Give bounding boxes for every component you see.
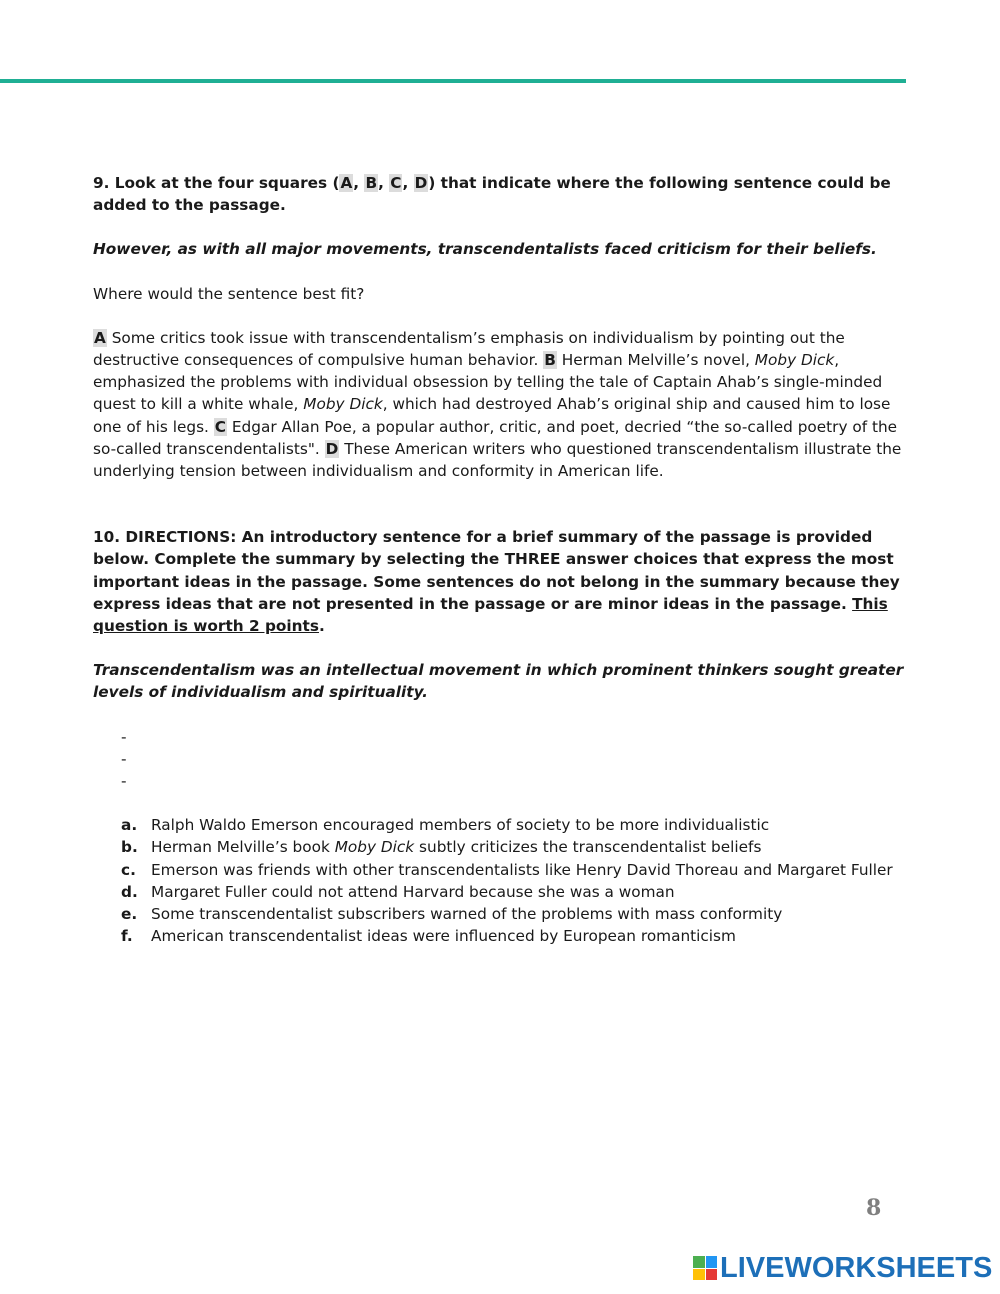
question-9-heading: 9. Look at the four squares (A, B, C, D) that indicate where the following sentence could be added to the passage. (93, 174, 891, 215)
choice-f[interactable]: f. American transcendentalist ideas were influenced by European romanticism (121, 927, 736, 946)
choice-b[interactable]: b. Herman Melville’s book Moby Dick subtly criticizes the transcendentalist beliefs (121, 838, 762, 857)
answer-choices (121, 814, 908, 947)
summary-answer-slots (121, 726, 908, 793)
worth-points-note: This question is worth 2 points (93, 594, 888, 636)
answer-slot-2[interactable]: - (121, 749, 127, 768)
insert-square-c[interactable]: C (214, 417, 227, 436)
choice-d[interactable]: d. Margaret Fuller could not attend Harvard because she was a woman (121, 882, 675, 901)
square-b-label: B (365, 174, 378, 192)
question-10-directions: 10. DIRECTIONS: An introductory sentence for a brief summary of the passage is provided below. Complete the summary by selecting the THREE answer choices that express the most important ideas in the passage. Some sentences do not belong in the summary because they express ideas that are not presented in the passage or are minor ideas in the passage. This question is worth 2 points. (93, 528, 900, 636)
insert-sentence: However, as with all major movements, transcendentalists faced criticism for their beliefs. (93, 240, 877, 259)
logo-cubes-icon (693, 1256, 717, 1280)
liveworksheets-logo[interactable] (693, 1252, 992, 1284)
square-a-label: A (340, 174, 353, 192)
summary-intro-sentence: Transcendentalism was an intellectual movement in which prominent thinkers sought greater levels of individualism and spirituality. (93, 661, 904, 702)
square-d-label: D (414, 174, 428, 192)
worksheet-content (93, 172, 908, 947)
square-c-label: C (390, 174, 402, 192)
choice-a[interactable]: a. Ralph Waldo Emerson encouraged members of society to be more individualistic (121, 816, 770, 835)
insert-square-b[interactable]: B (544, 351, 556, 370)
insert-square-a[interactable]: A (94, 328, 106, 347)
logo-text: LIVEWORKSHEETS (720, 1252, 993, 1284)
question-9-prompt: Where would the sentence best fit? (93, 284, 365, 303)
logo-cube-l (693, 1256, 705, 1268)
header-rule (0, 79, 906, 83)
passage: A Some critics took issue with transcendentalism’s emphasis on individualism by pointing out the destructive consequences of compulsive human behavior. B Herman Melville’s novel, Moby Dick, emphasized the problems with individual obsession by telling the tale of Captain Ahab’s single-minded quest to kill a white whale, Moby Dick, which had destroyed Ahab’s original ship and caused him to lose one of his legs. C Edgar Allan Poe, a popular author, critic, and poet, decried “the so-called poetry of the so-called transcendentalists". D These American writers who questioned transcendentalism illustrate the underlying tension between individualism and conformity in American life. (93, 328, 902, 481)
answer-slot-3[interactable]: - (121, 772, 127, 791)
insert-square-d[interactable]: D (325, 439, 339, 458)
answer-slot-1[interactable]: - (121, 727, 127, 746)
choice-c[interactable]: c. Emerson was friends with other transcendentalists like Henry David Thoreau and Margaret Fuller (121, 860, 893, 879)
page-number: 8 (866, 1195, 882, 1221)
logo-cube-i (706, 1256, 718, 1268)
logo-cube-v (693, 1269, 705, 1281)
choice-e[interactable]: e. Some transcendentalist subscribers warned of the problems with mass conformity (121, 905, 783, 924)
logo-cube-e (706, 1269, 718, 1281)
